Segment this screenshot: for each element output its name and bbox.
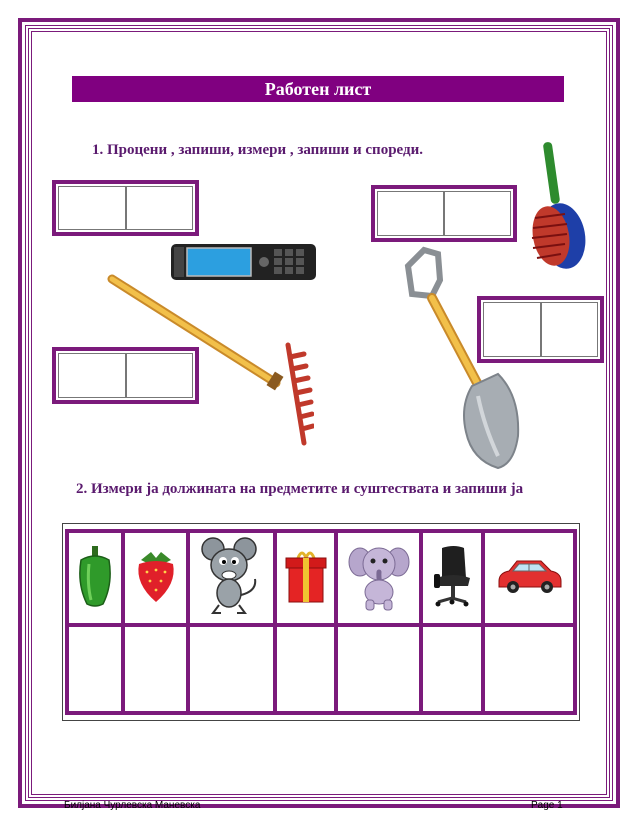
rake-icon [104,265,314,450]
table-cell [123,531,187,625]
table-cell [336,531,421,625]
answer-cell[interactable] [123,625,187,713]
footer-page-number: Page 1 [531,800,563,811]
gift-icon [284,548,328,604]
pepper-icon [75,544,115,608]
estimate-cell[interactable] [377,191,444,236]
answer-cell[interactable] [188,625,275,713]
chair-icon [430,544,474,608]
answer-cell[interactable] [421,625,483,713]
worksheet-title: Работен лист [72,76,564,102]
shovel-icon [398,246,528,470]
answer-box-shovel[interactable] [371,185,517,242]
brush-icon [525,140,589,272]
footer-author: Билјана Чурлевска Маневска [64,800,201,811]
measure-cell[interactable] [126,186,194,230]
answer-box-phone[interactable] [52,180,199,236]
measure-cell[interactable] [444,191,511,236]
table-row [67,625,575,713]
table-cell [188,531,275,625]
answer-cell[interactable] [275,625,337,713]
table-row [67,531,575,625]
measure-cell[interactable] [541,302,599,357]
answer-cell[interactable] [483,625,575,713]
table-cell [421,531,483,625]
strawberry-icon [133,548,179,604]
car-icon [495,557,563,595]
mouse-icon [199,535,263,617]
task-2-instruction: 2. Измери ја должината на предметите и суштествата и запиши ја [76,481,524,497]
elephant-icon [348,540,410,612]
task-1-instruction: 1. Процени , запиши, измери , запиши и спореди. [92,142,423,158]
table-cell [275,531,337,625]
answer-cell[interactable] [67,625,123,713]
table-cell [67,531,123,625]
measurement-table-frame [62,523,580,721]
table-cell [483,531,575,625]
measurement-table [65,529,577,715]
estimate-cell[interactable] [58,186,126,230]
answer-cell[interactable] [336,625,421,713]
